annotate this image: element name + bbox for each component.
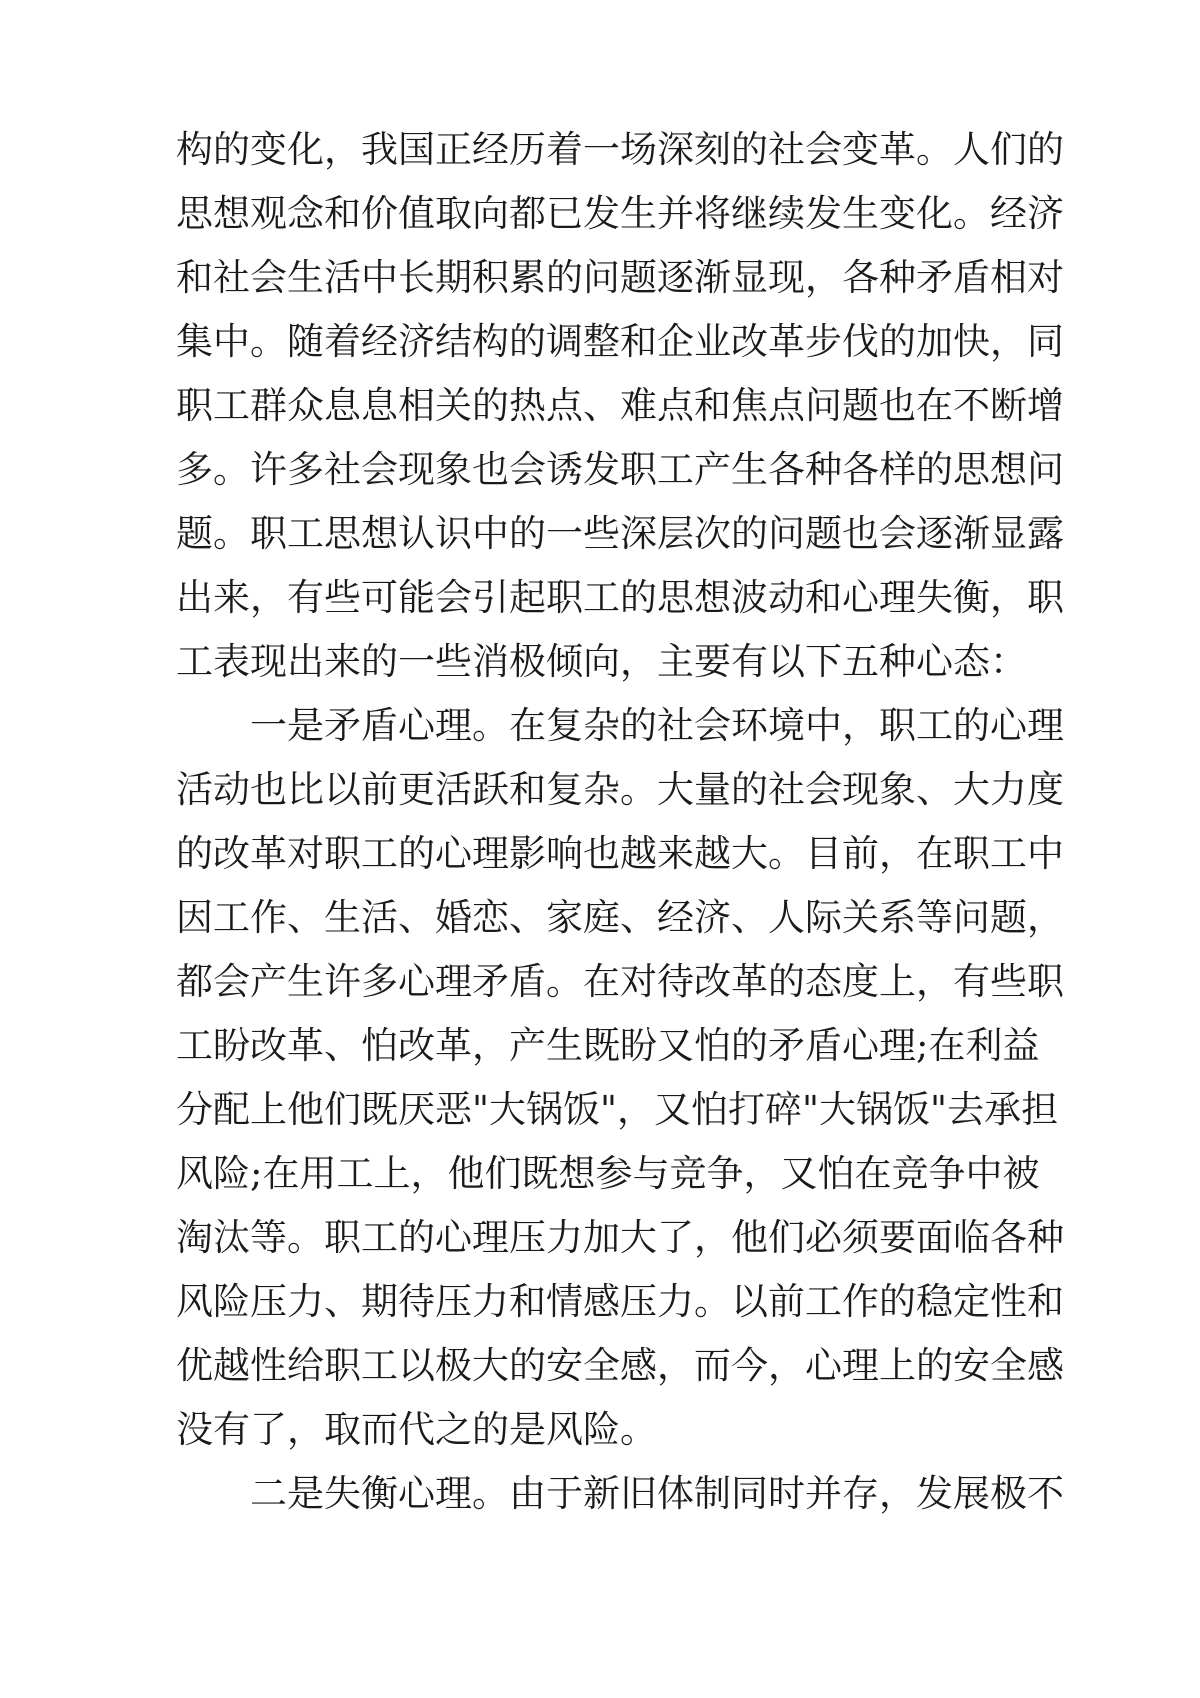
text-line: 集中。随着经济结构的调整和企业改革步伐的加快，同 xyxy=(176,320,1064,363)
paragraph-imbalance-mentality xyxy=(176,1462,1064,1526)
text-line: 工表现出来的一些消极倾向，主要有以下五种心态： xyxy=(176,640,1027,683)
document-body xyxy=(176,118,1064,1526)
text-line: 的改革对职工的心理影响也越来越大。目前，在职工中 xyxy=(176,832,1064,875)
text-line: 风险压力、期待压力和情感压力。以前工作的稳定性和 xyxy=(176,1280,1064,1323)
text-line: 都会产生许多心理矛盾。在对待改革的态度上，有些职 xyxy=(176,960,1064,1003)
text-line: 二是失衡心理。由于新旧体制同时并存，发展极不 xyxy=(250,1472,1064,1515)
text-line: 分配上他们既厌恶"大锅饭"，又怕打碎"大锅饭"去承担 xyxy=(176,1088,1059,1131)
text-line: 一是矛盾心理。在复杂的社会环境中，职工的心理 xyxy=(250,704,1064,747)
text-line: 构的变化，我国正经历着一场深刻的社会变革。人们的 xyxy=(176,128,1064,171)
text-line: 因工作、生活、婚恋、家庭、经济、人际关系等问题， xyxy=(176,896,1064,939)
text-line: 多。许多社会现象也会诱发职工产生各种各样的思想问 xyxy=(176,448,1064,491)
text-line: 出来，有些可能会引起职工的思想波动和心理失衡，职 xyxy=(176,576,1064,619)
text-line: 题。职工思想认识中的一些深层次的问题也会逐渐显露 xyxy=(176,512,1064,555)
text-line: 工盼改革、怕改革，产生既盼又怕的矛盾心理;在利益 xyxy=(176,1024,1040,1067)
text-line: 思想观念和价值取向都已发生并将继续发生变化。经济 xyxy=(176,192,1064,235)
paragraph-intro xyxy=(176,118,1064,694)
text-line: 优越性给职工以极大的安全感，而今，心理上的安全感 xyxy=(176,1344,1064,1387)
text-line: 风险;在用工上，他们既想参与竞争，又怕在竞争中被 xyxy=(176,1152,1040,1195)
text-line: 淘汰等。职工的心理压力加大了，他们必须要面临各种 xyxy=(176,1216,1064,1259)
text-line: 没有了，取而代之的是风险。 xyxy=(176,1408,657,1451)
text-line: 职工群众息息相关的热点、难点和焦点问题也在不断增 xyxy=(176,384,1064,427)
paragraph-contradiction-mentality xyxy=(176,694,1064,1462)
text-line: 和社会生活中长期积累的问题逐渐显现，各种矛盾相对 xyxy=(176,256,1064,299)
text-line: 活动也比以前更活跃和复杂。大量的社会现象、大力度 xyxy=(176,768,1064,811)
